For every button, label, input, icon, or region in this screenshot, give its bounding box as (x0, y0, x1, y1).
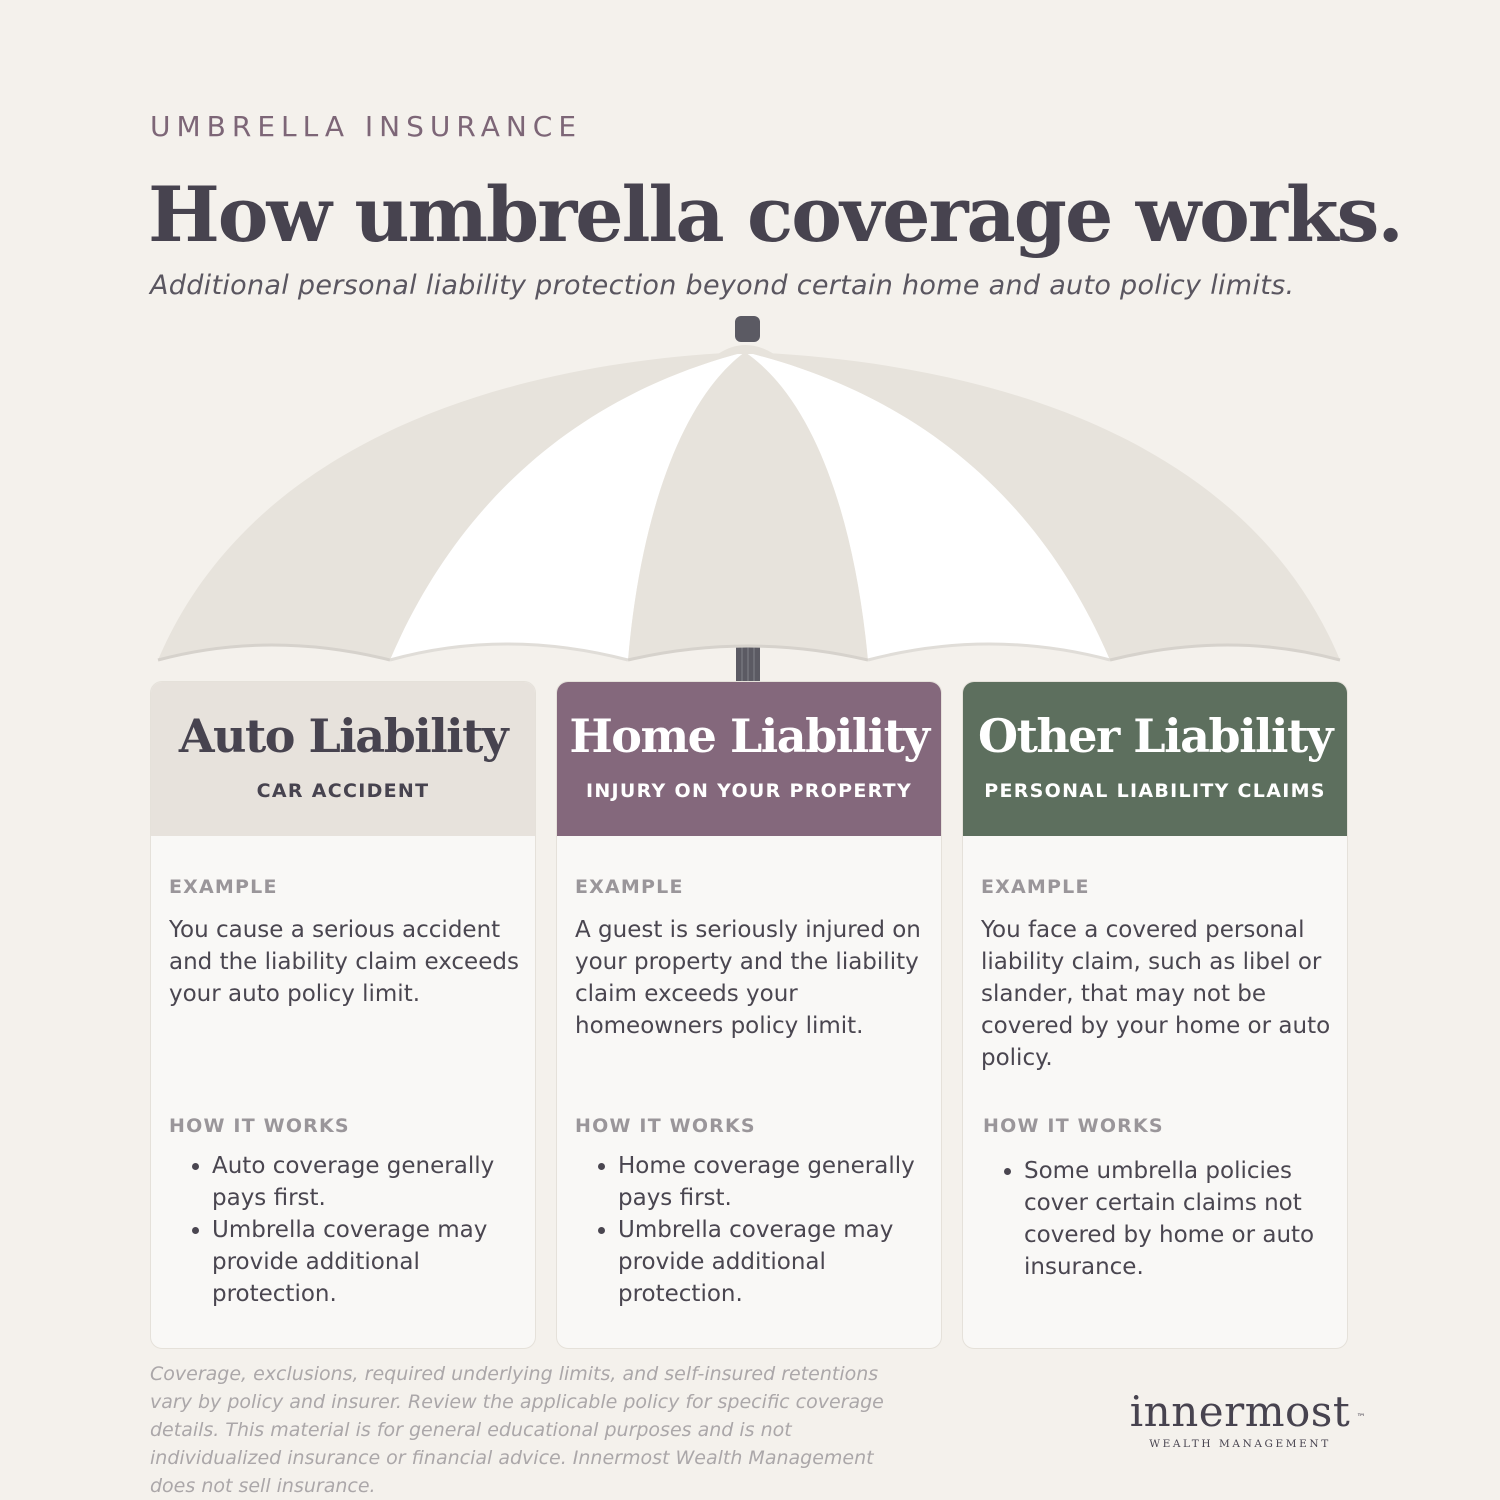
umbrella-tip (735, 316, 760, 342)
example-text: You cause a serious accident and the liability claim exceeds your auto policy limit. (169, 917, 519, 1007)
disclaimer-text: Coverage, exclusions, required underlying limits, and self-insured retentions vary by policy and insurer. Review the applicable policy for specific coverage details. This material is for general educational purposes and is not individualized insurance or financial advice. Innermost Wealth Management does not sell insurance. (150, 1363, 884, 1497)
card-auto-liability (150, 681, 536, 1349)
how-it-works-label: HOW IT WORKS (983, 1115, 1164, 1137)
card-title: Home Liability (569, 709, 929, 763)
card-subtitle: PERSONAL LIABILITY CLAIMS (984, 780, 1326, 802)
how-it-works-list (981, 1155, 1331, 1283)
list-item: • Auto coverage generally pays first. (212, 1150, 519, 1214)
card-title: Auto Liability (178, 709, 508, 763)
how-it-works-label: HOW IT WORKS (575, 1115, 756, 1137)
how-it-works-list (575, 1150, 925, 1310)
eyebrow-label: UMBRELLA INSURANCE (150, 110, 583, 143)
list-item: • Some umbrella policies cover certain claims not covered by home or auto insurance. (1024, 1155, 1331, 1283)
card-other-liability (962, 681, 1348, 1349)
logo-tagline: WEALTH MANAGEMENT (1149, 1438, 1331, 1450)
how-it-works-label: HOW IT WORKS (169, 1115, 350, 1137)
card-header (557, 682, 941, 836)
card-header (963, 682, 1347, 836)
example-label: EXAMPLE (575, 876, 684, 898)
card-subtitle: CAR ACCIDENT (256, 780, 430, 802)
list-item: • Umbrella coverage may provide additional protection. (618, 1214, 925, 1310)
card-subtitle: INJURY ON YOUR PROPERTY (585, 780, 912, 802)
page-subtitle: Additional personal liability protection beyond certain home and auto policy limits. (150, 270, 1295, 301)
trademark-mark: ™ (1356, 1413, 1366, 1423)
umbrella-crown (718, 345, 774, 354)
example-text: You face a covered personal liability claim, such as libel or slander, that may not be covered by your home or auto policy. (981, 917, 1331, 1071)
card-home-liability (556, 681, 942, 1349)
page-title: How umbrella coverage works. (148, 170, 1402, 259)
logo-wordmark: innermost (1129, 1387, 1351, 1436)
card-header (151, 682, 535, 836)
brand-logo (1120, 1387, 1366, 1450)
how-it-works-list (169, 1150, 519, 1310)
example-label: EXAMPLE (981, 876, 1090, 898)
example-label: EXAMPLE (169, 876, 278, 898)
list-item: • Home coverage generally pays first. (618, 1150, 925, 1214)
list-item: • Umbrella coverage may provide additional protection. (212, 1214, 519, 1310)
umbrella-illustration (0, 300, 1500, 700)
card-title: Other Liability (978, 709, 1332, 763)
example-text: A guest is seriously injured on your property and the liability claim exceeds your homeowners policy limit. (575, 917, 921, 1039)
